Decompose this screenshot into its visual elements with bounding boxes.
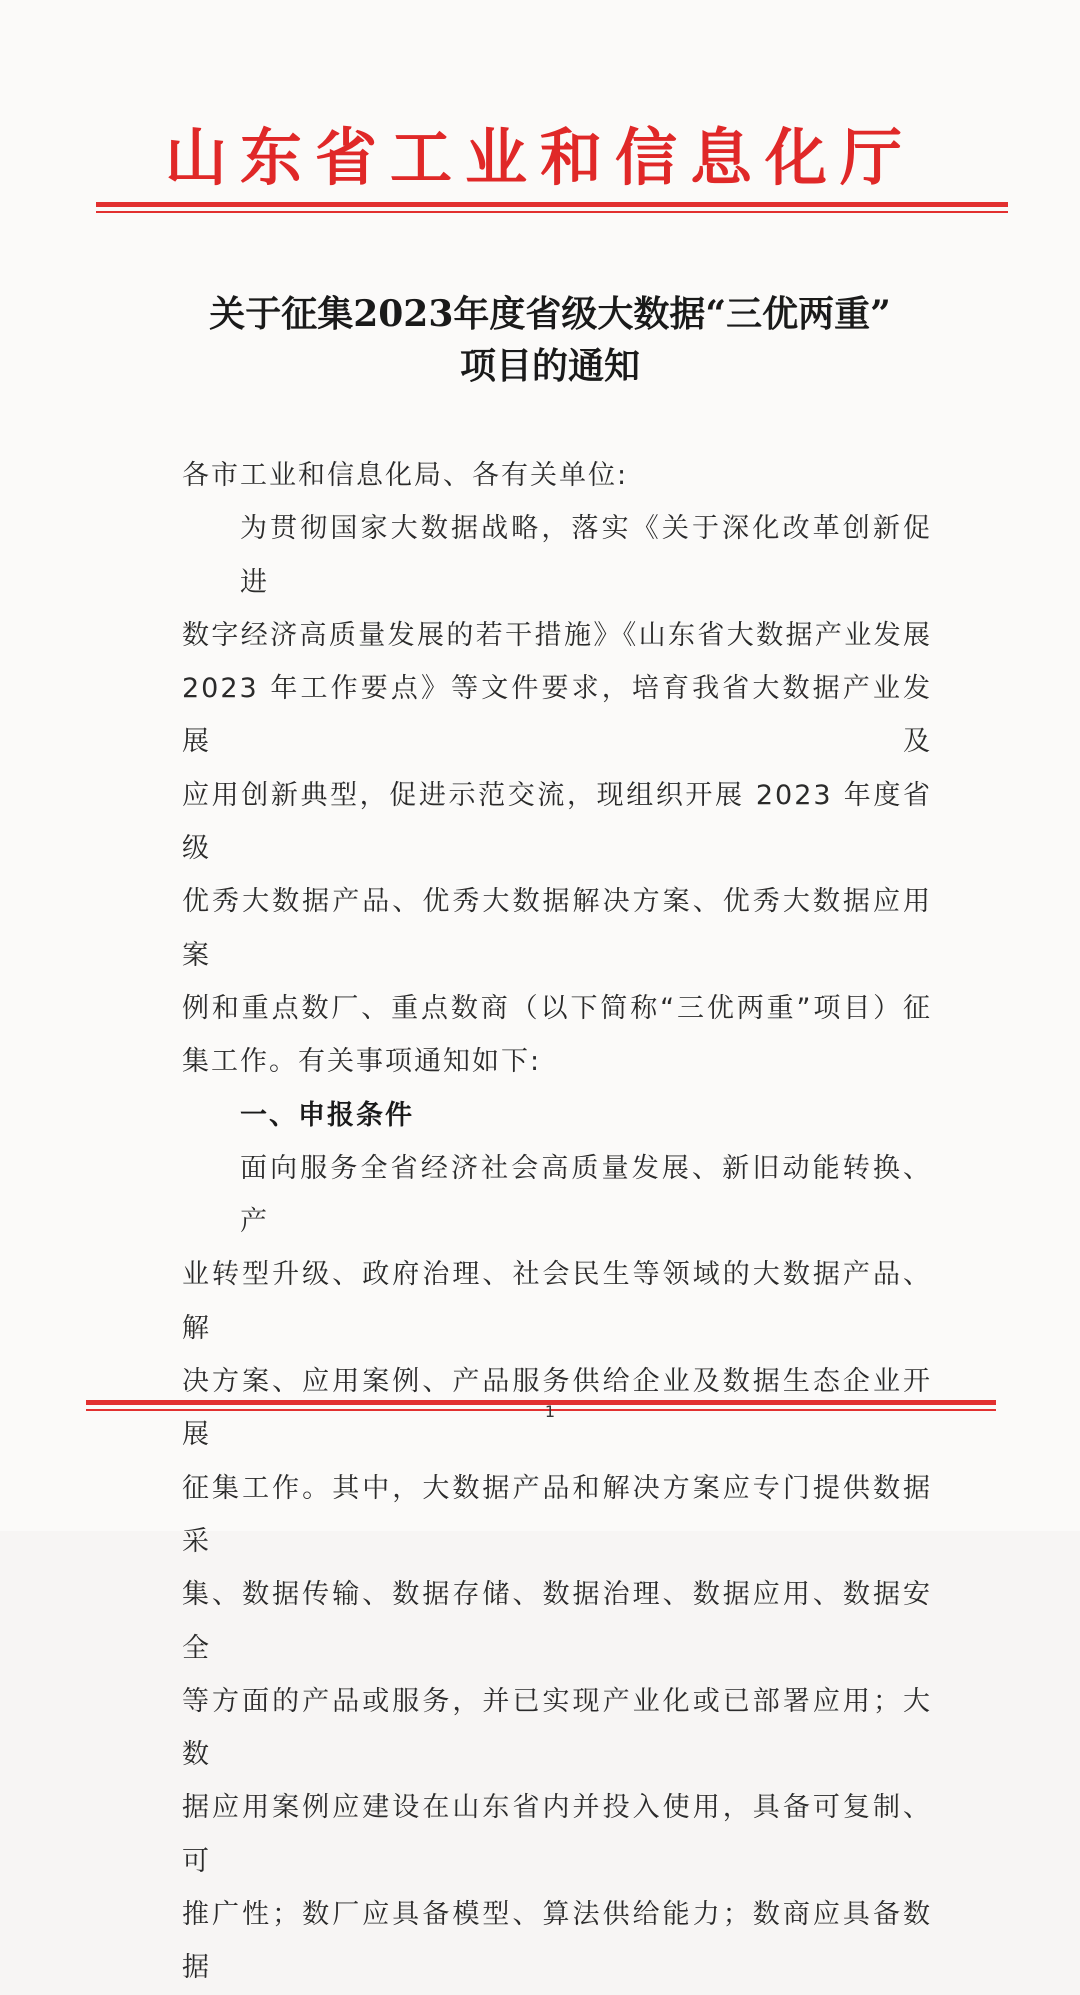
document-title-line-2: 项目的通知 — [459, 345, 640, 387]
red-rule-thin — [96, 211, 1008, 213]
section-1-heading: 一、申报条件 — [240, 1099, 414, 1131]
section-1-line: 面向服务全省经济社会高质量发展、新旧动能转换、产 — [240, 1152, 932, 1238]
paragraph-1-line: 集工作。有关事项通知如下: — [182, 1046, 542, 1078]
section-1-line: 集、数据传输、数据存储、数据治理、数据应用、数据安全 — [182, 1579, 932, 1664]
section-1-line: 征集工作。其中，大数据产品和解决方案应专门提供数据采 — [182, 1472, 932, 1557]
section-1-line: 业转型升级、政府治理、社会民生等领域的大数据产品、解 — [182, 1259, 932, 1344]
letterhead-org-name: 山东省工业和信息化厅 — [164, 121, 915, 194]
section-1-line: 决方案、应用案例、产品服务供给企业及数据生态企业开展 — [182, 1366, 932, 1451]
document-title — [0, 288, 1080, 392]
section-1-line: 等方面的产品或服务，并已实现产业化或已部署应用；大数 — [182, 1685, 932, 1771]
document-body — [182, 449, 932, 1995]
salutation: 各市工业和信息化局、各有关单位: — [182, 460, 629, 491]
section-1-line: 据应用案例应建设在山东省内并投入使用，具备可复制、可 — [182, 1792, 932, 1877]
section-1-line: 推广性；数厂应具备模型、算法供给能力；数商应具备数据 — [182, 1899, 932, 1984]
paragraph-1-line: 为贯彻国家大数据战略，落实《关于深化改革创新促进 — [240, 513, 932, 598]
paragraph-1-line: 数字经济高质量发展的若干措施》《山东省大数据产业发展 — [182, 619, 932, 651]
paragraph-1-line: 优秀大数据产品、优秀大数据解决方案、优秀大数据应用案 — [182, 886, 932, 971]
letterhead-red-rule — [96, 202, 1008, 213]
paragraph-1-line: 例和重点数厂、重点数商（以下简称“三优两重”项目）征 — [182, 992, 932, 1024]
page-number: 1 — [544, 1402, 556, 1421]
document-title-line-1: 关于征集2023年度省级大数据“三优两重” — [209, 293, 891, 335]
paragraph-1-line: 2023 年工作要点》等文件要求，培育我省大数据产业发展及 — [182, 673, 932, 758]
paragraph-1-line: 应用创新典型，促进示范交流，现组织开展 2023 年度省级 — [182, 779, 932, 865]
